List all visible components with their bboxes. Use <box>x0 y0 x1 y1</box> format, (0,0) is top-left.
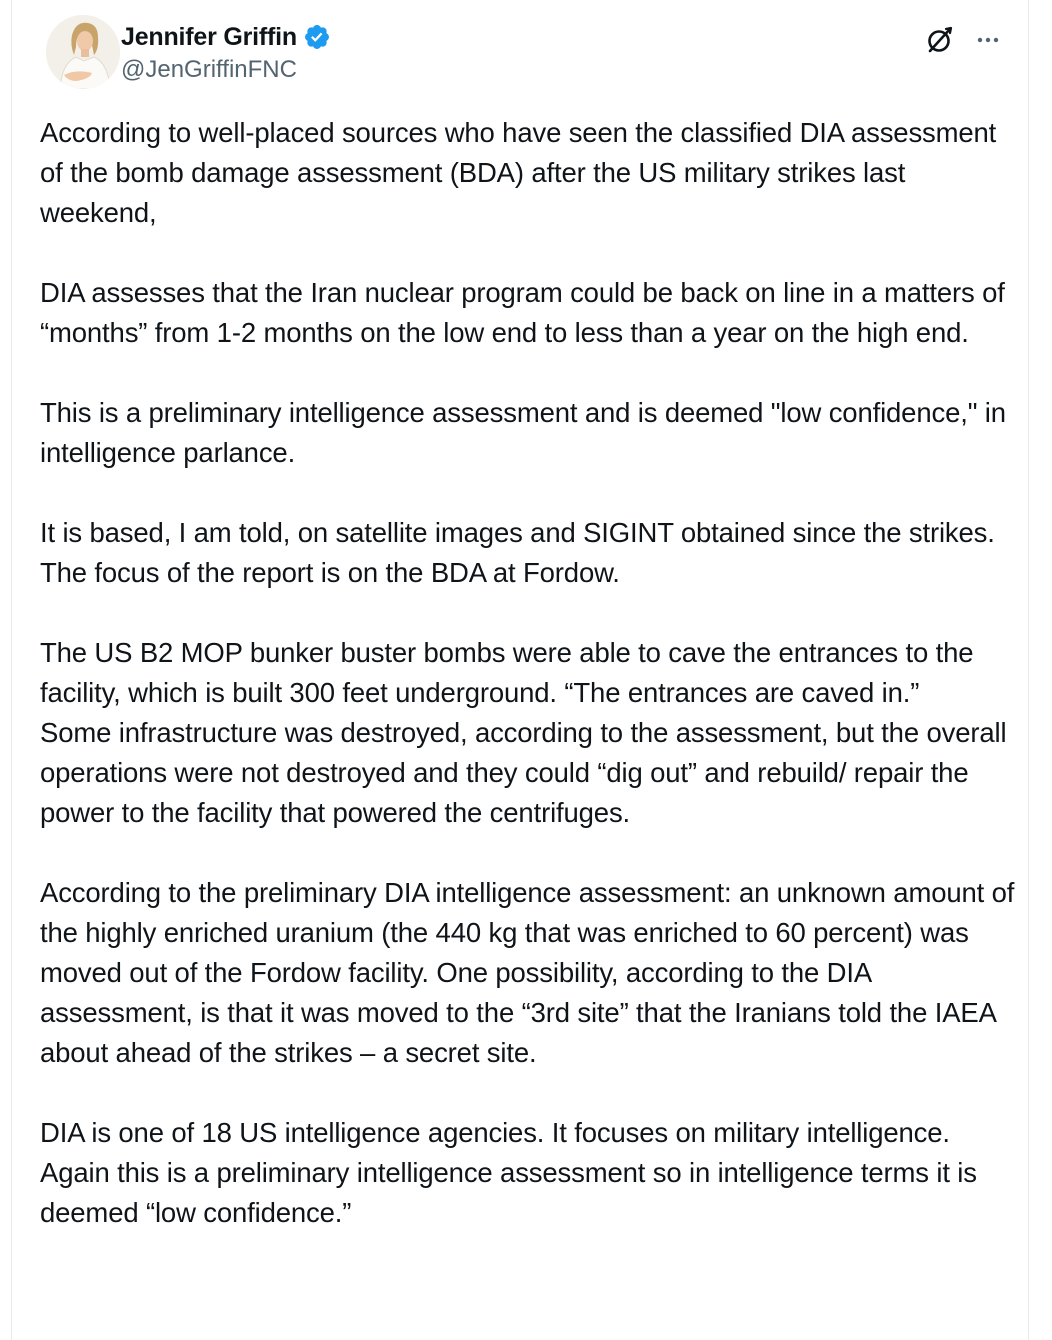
tweet-paragraph: According to well-placed sources who have seen the classified DIA assessment of the bomb damage assessment (BDA) after the US military strikes last weekend, <box>40 117 1004 228</box>
grok-icon[interactable] <box>924 24 956 56</box>
name-row <box>121 20 331 54</box>
tweet-header <box>12 0 1028 100</box>
author-info <box>121 20 331 84</box>
tweet-paragraph: It is based, I am told, on satellite images and SIGINT obtained since the strikes. The focus of the report is on the BDA at Fordow. <box>40 517 1002 588</box>
tweet-card <box>11 0 1029 1340</box>
tweet-paragraph: Some infrastructure was destroyed, according to the assessment, but the overall operations were not destroyed and they could “dig out” and rebuild/ repair the power to the facility that powered the centrifuges. <box>40 717 1014 828</box>
tweet-text <box>40 113 1020 1233</box>
tweet-paragraph: DIA assesses that the Iran nuclear program could be back on line in a matters of “months” from 1-2 months on the low end to less than a year on the high end. <box>40 277 1013 348</box>
author-display-name[interactable]: Jennifer Griffin <box>121 22 297 51</box>
more-options-icon[interactable] <box>972 24 1004 56</box>
tweet-paragraph: According to the preliminary DIA intelligence assessment: an unknown amount of the highly enriched uranium (the 440 kg that was enriched to 60 percent) was moved out of the Fordow facility. One possibility, according to the DIA assessment, is that it was moved to the “3rd site” that the Iranians told the IAEA about ahead of the strikes – a secret site. <box>40 877 1022 1068</box>
author-handle[interactable]: @JenGriffinFNC <box>121 56 297 83</box>
user-avatar[interactable] <box>46 15 120 89</box>
tweet-paragraph: DIA is one of 18 US intelligence agencies. It focuses on military intelligence. Again this is a preliminary intelligence assessment so in intelligence terms it is deemed “low confidence.” <box>40 1117 985 1228</box>
verified-badge-icon <box>303 23 331 51</box>
avatar-image <box>46 15 120 89</box>
tweet-paragraph: The US B2 MOP bunker buster bombs were able to cave the entrances to the facility, which is built 300 feet underground. “The entrances are caved in.” <box>40 637 981 708</box>
tweet-paragraph: This is a preliminary intelligence assessment and is deemed "low confidence," in intelligence parlance. <box>40 397 1014 468</box>
